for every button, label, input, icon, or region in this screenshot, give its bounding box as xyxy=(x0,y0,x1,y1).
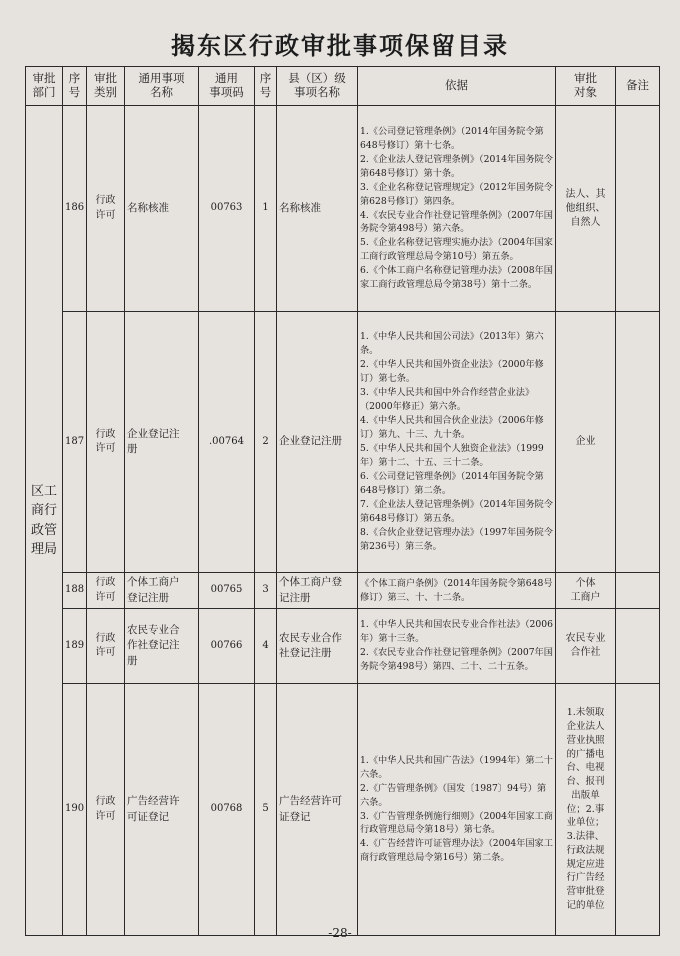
remark-cell xyxy=(616,609,660,684)
basis-cell xyxy=(358,106,556,312)
county-item-name-cell: 企业登记注册 xyxy=(277,312,358,573)
table-row xyxy=(26,684,660,936)
basis-item: 3.《中华人民共和国中外合作经营企业法》（2000年修正）第六条。 xyxy=(360,387,535,413)
header-county-seq: 序 号 xyxy=(255,67,277,106)
basis-cell xyxy=(358,312,556,573)
item-name-cell: 个体工商户 登记注册 xyxy=(125,573,199,609)
basis-item: 5.《中华人民共和国个人独资企业法》（1999年）第十二、十五、三十二条。 xyxy=(360,443,544,468)
item-name-cell: 名称核准 xyxy=(125,106,199,312)
county-item-name-cell: 农民专业合作 社登记注册 xyxy=(277,609,358,684)
county-seq-cell: 5 xyxy=(255,684,277,936)
approval-catalog-table xyxy=(25,66,660,936)
item-code-cell: 00768 xyxy=(199,684,255,936)
basis-item: 6.《个体工商户名称登记管理办法》（2008年国家工商行政管理总局令第38号）第十二条。 xyxy=(360,265,553,291)
basis-item: 1.《中华人民共和国广告法》（1994年）第二十六条。 xyxy=(360,754,553,780)
seq-cell: 189 xyxy=(63,609,87,684)
type-cell: 行政 许可 xyxy=(87,106,125,312)
header-seq: 序 号 xyxy=(63,67,87,106)
basis-item: 3.《广告管理条例施行细则》（2004年国家工商行政管理总局令第18号）第七条。 xyxy=(360,810,553,836)
seq-cell: 190 xyxy=(63,684,87,936)
target-cell: 农民专业 合作社 xyxy=(556,609,616,684)
basis-cell xyxy=(358,573,556,609)
item-name-cell: 广告经营许 可证登记 xyxy=(125,684,199,936)
basis-item: 3.《企业名称登记管理规定》（2012年国务院令第628号修订）第四条。 xyxy=(360,181,553,207)
basis-item: 2.《农民专业合作社登记管理条例》（2007年国务院令第498号）第四、二十、二十五条。 xyxy=(360,647,553,672)
basis-item: 2.《企业法人登记管理条例》（2014年国务院令第648号修订）第十条。 xyxy=(360,153,553,179)
basis-item: 1.《中华人民共和国农民专业合作社法》（2006年）第十三条。 xyxy=(360,619,553,645)
header-remark: 备注 xyxy=(616,67,660,106)
target-cell: 个体 工商户 xyxy=(556,573,616,609)
basis-item: 4.《农民专业合作社登记管理条例》（2007年国务院令第498号）第六条。 xyxy=(360,209,553,235)
basis-item: 6.《公司登记管理条例》（2014年国务院令第648号修订）第二条。 xyxy=(360,470,544,496)
table-row xyxy=(26,609,660,684)
basis-item: 4.《广告经营许可证管理办法》（2004年国家工商行政管理总局令第16号）第二条。 xyxy=(360,838,553,864)
seq-cell: 187 xyxy=(63,312,87,573)
table-row xyxy=(26,573,660,609)
remark-cell xyxy=(616,312,660,573)
header-dept: 审批 部门 xyxy=(26,67,63,106)
county-seq-cell: 3 xyxy=(255,573,277,609)
department-cell: 区工 商行 政管 理局 xyxy=(26,106,63,936)
type-cell: 行政 许可 xyxy=(87,684,125,936)
item-code-cell: .00764 xyxy=(199,312,255,573)
header-item-name: 通用事项 名称 xyxy=(125,67,199,106)
header-basis: 依据 xyxy=(358,67,556,106)
target-cell: 法人、其 他组织、 自然人 xyxy=(556,106,616,312)
table-header-row xyxy=(26,67,660,106)
basis-cell xyxy=(358,684,556,936)
basis-item: 2.《中华人民共和国外资企业法》（2000年修订）第七条。 xyxy=(360,359,544,385)
table-row xyxy=(26,312,660,573)
header-county-item-name: 县（区）级 事项名称 xyxy=(277,67,358,106)
target-cell: 企业 xyxy=(556,312,616,573)
basis-cell xyxy=(358,609,556,684)
item-name-cell: 企业登记注 册 xyxy=(125,312,199,573)
basis-item: 《个体工商户条例》（2014年国务院令第648号修订）第三、十、十二条。 xyxy=(360,577,553,603)
type-cell: 行政 许可 xyxy=(87,609,125,684)
page-title: 揭东区行政审批事项保留目录 xyxy=(171,31,509,60)
remark-cell xyxy=(616,684,660,936)
county-item-name-cell: 名称核准 xyxy=(277,106,358,312)
header-type: 审批 类别 xyxy=(87,67,125,106)
remark-cell xyxy=(616,573,660,609)
header-target: 审批 对象 xyxy=(556,67,616,106)
basis-item: 8.《合伙企业登记管理办法》（1997年国务院令第236号）第三条。 xyxy=(360,526,553,552)
item-code-cell: 00763 xyxy=(199,106,255,312)
county-seq-cell: 1 xyxy=(255,106,277,312)
item-name-cell: 农民专业合 作社登记注 册 xyxy=(125,609,199,684)
county-item-name-cell: 广告经营许可 证登记 xyxy=(277,684,358,936)
basis-item: 1.《中华人民共和国公司法》（2013年）第六条。 xyxy=(360,331,544,357)
basis-item: 5.《企业名称登记管理实施办法》（2004年国家工商行政管理总局令第10号）第五条。 xyxy=(360,237,553,263)
county-seq-cell: 4 xyxy=(255,609,277,684)
basis-item: 1.《公司登记管理条例》（2014年国务院令第648号修订）第十七条。 xyxy=(360,125,544,151)
seq-cell: 186 xyxy=(63,106,87,312)
seq-cell: 188 xyxy=(63,573,87,609)
basis-item: 2.《广告管理条例》（国发〔1987〕94号）第六条。 xyxy=(360,782,547,808)
item-code-cell: 00766 xyxy=(199,609,255,684)
table-row xyxy=(26,106,660,312)
header-item-code: 通用 事项码 xyxy=(199,67,255,106)
basis-item: 4.《中华人民共和国合伙企业法》（2006年修订）第九、十三、九十条。 xyxy=(360,415,544,441)
county-seq-cell: 2 xyxy=(255,312,277,573)
page-number: -28- xyxy=(328,926,352,940)
item-code-cell: 00765 xyxy=(199,573,255,609)
basis-item: 7.《企业法人登记管理条例》（2014年国务院令第648号修订）第五条。 xyxy=(360,498,553,524)
type-cell: 行政 许可 xyxy=(87,573,125,609)
target-cell: 1.未领取 企业法人 营业执照 的广播电 台、电视 台、报刊 出版单 位；2.事 业单位； 3.法律、 行政法规 规定应进 行广告经 营审批登 记的单位 xyxy=(556,684,616,936)
remark-cell xyxy=(616,106,660,312)
county-item-name-cell: 个体工商户登 记注册 xyxy=(277,573,358,609)
type-cell: 行政 许可 xyxy=(87,312,125,573)
